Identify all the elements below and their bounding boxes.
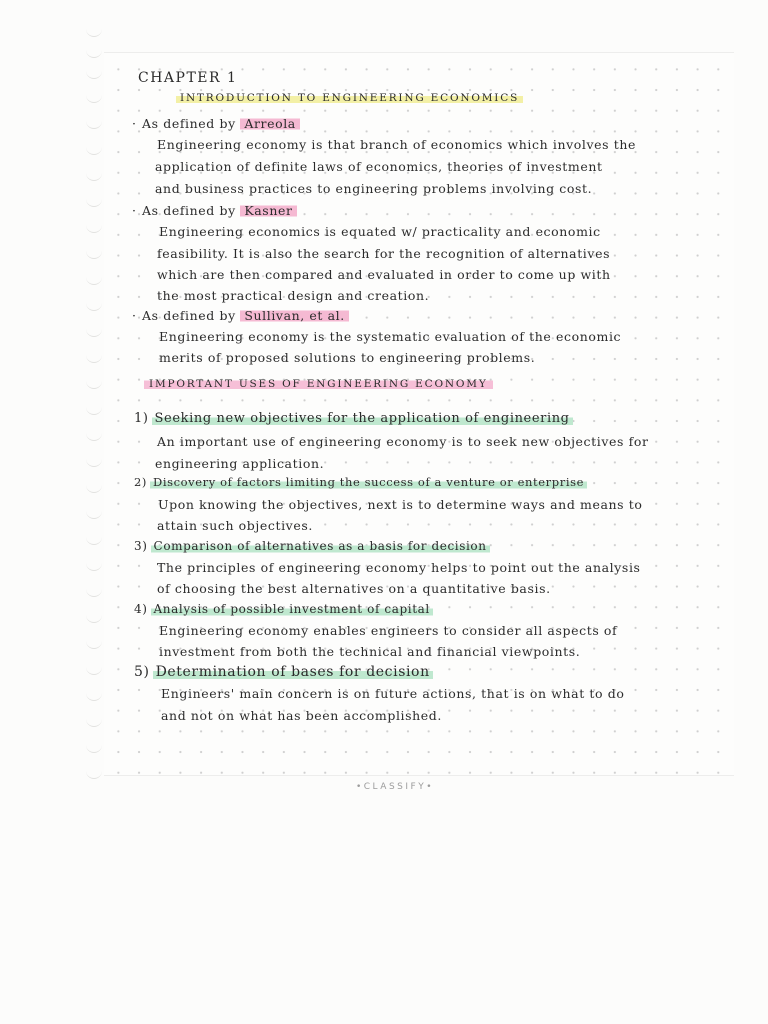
binding-ring — [86, 354, 102, 363]
binding-ring — [86, 146, 102, 155]
use-line: and not on what has been accomplished. — [161, 708, 442, 723]
use-title: Determination of bases for decision — [153, 664, 433, 680]
definition-line: the most practical design and creation. — [157, 288, 430, 303]
use-title: Comparison of alternatives as a basis for decision — [151, 539, 490, 553]
binding-ring — [86, 458, 102, 467]
definition-line: Engineering economy is that branch of economics which involves the — [157, 137, 637, 152]
use-number: 2) — [134, 475, 148, 489]
binding-ring — [86, 120, 102, 129]
definition-line: application of definite laws of economics, theories of investment — [155, 159, 603, 174]
definition-line: Engineering economy is the systematic evaluation of the economic — [159, 329, 622, 344]
use-number: 5) — [134, 664, 150, 680]
bullet-dot: · — [132, 116, 137, 131]
use-line: Upon knowing the objectives, next is to determine ways and means to — [158, 497, 643, 512]
use-title: Analysis of possible investment of capital — [151, 602, 433, 616]
use-heading — [134, 664, 433, 680]
use-heading — [134, 539, 490, 553]
use-line: An important use of engineering economy is to seek new objectives for — [157, 434, 649, 449]
binding-ring — [86, 770, 102, 779]
binding-ring — [86, 94, 102, 103]
use-heading — [134, 475, 587, 489]
binding-ring — [86, 70, 102, 79]
binding-ring — [86, 172, 102, 181]
bullet-dot: · — [132, 203, 137, 218]
binding-ring — [86, 406, 102, 415]
definition-label — [132, 308, 349, 323]
binding-ring — [86, 198, 102, 207]
binding-ring — [86, 744, 102, 753]
use-number: 1) — [134, 411, 149, 426]
binding-ring — [86, 484, 102, 493]
bullet-dot: · — [132, 308, 137, 323]
binding-ring — [86, 614, 102, 623]
binding-ring — [86, 276, 102, 285]
definition-line: which are then compared and evaluated in order to come up with — [157, 267, 611, 282]
definition-label — [132, 116, 300, 131]
definition-source: Arreola — [240, 116, 300, 131]
binding-ring — [86, 224, 102, 233]
binding-ring — [86, 666, 102, 675]
binding-ring — [86, 510, 102, 519]
definition-prefix: As defined by — [142, 116, 236, 131]
use-heading — [134, 411, 573, 426]
definition-label — [132, 203, 297, 218]
definition-line: merits of proposed solutions to engineering problems. — [159, 350, 536, 365]
binding-ring — [86, 302, 102, 311]
use-line: The principles of engineering economy helps to point out the analysis — [157, 560, 641, 575]
binding-ring — [86, 28, 102, 37]
binding-ring — [86, 250, 102, 259]
use-heading — [134, 602, 433, 616]
section-heading: IMPORTANT USES OF ENGINEERING ECONOMY — [144, 378, 493, 390]
binding-ring — [86, 49, 102, 58]
binding-ring — [86, 380, 102, 389]
use-line: investment from both the technical and financial viewpoints. — [159, 644, 581, 659]
use-number: 3) — [134, 539, 148, 553]
definition-source: Sullivan, et al. — [240, 308, 349, 323]
definition-source: Kasner — [240, 203, 296, 218]
definition-line: Engineering economics is equated w/ practicality and economic — [159, 224, 601, 239]
use-line: engineering application. — [155, 456, 325, 471]
binding-ring — [86, 562, 102, 571]
definition-line: and business practices to engineering problems involving cost. — [155, 181, 593, 196]
chapter-heading: CHAPTER 1 — [138, 70, 238, 86]
use-number: 4) — [134, 602, 148, 616]
binding-ring — [86, 588, 102, 597]
definition-prefix: As defined by — [142, 203, 236, 218]
binding-ring — [86, 536, 102, 545]
use-line: Engineers' main concern is on future actions, that is on what to do — [161, 686, 625, 701]
chapter-title: INTRODUCTION TO ENGINEERING ECONOMICS — [176, 92, 523, 104]
binding-ring — [86, 692, 102, 701]
spiral-binding — [84, 28, 108, 788]
use-title: Seeking new objectives for the application of engineering — [152, 411, 573, 426]
definition-line: feasibility. It is also the search for the recognition of alternatives — [157, 246, 611, 261]
use-line: attain such objectives. — [157, 518, 313, 533]
binding-ring — [86, 718, 102, 727]
binding-ring — [86, 432, 102, 441]
use-title: Discovery of factors limiting the success of a venture or enterprise — [150, 475, 587, 489]
use-line: Engineering economy enables engineers to consider all aspects of — [159, 623, 618, 638]
binding-ring — [86, 328, 102, 337]
use-line: of choosing the best alternatives on a quantitative basis. — [157, 581, 551, 596]
binding-ring — [86, 640, 102, 649]
definition-prefix: As defined by — [142, 308, 236, 323]
brand-logo: •CLASSIFY• — [355, 782, 435, 792]
